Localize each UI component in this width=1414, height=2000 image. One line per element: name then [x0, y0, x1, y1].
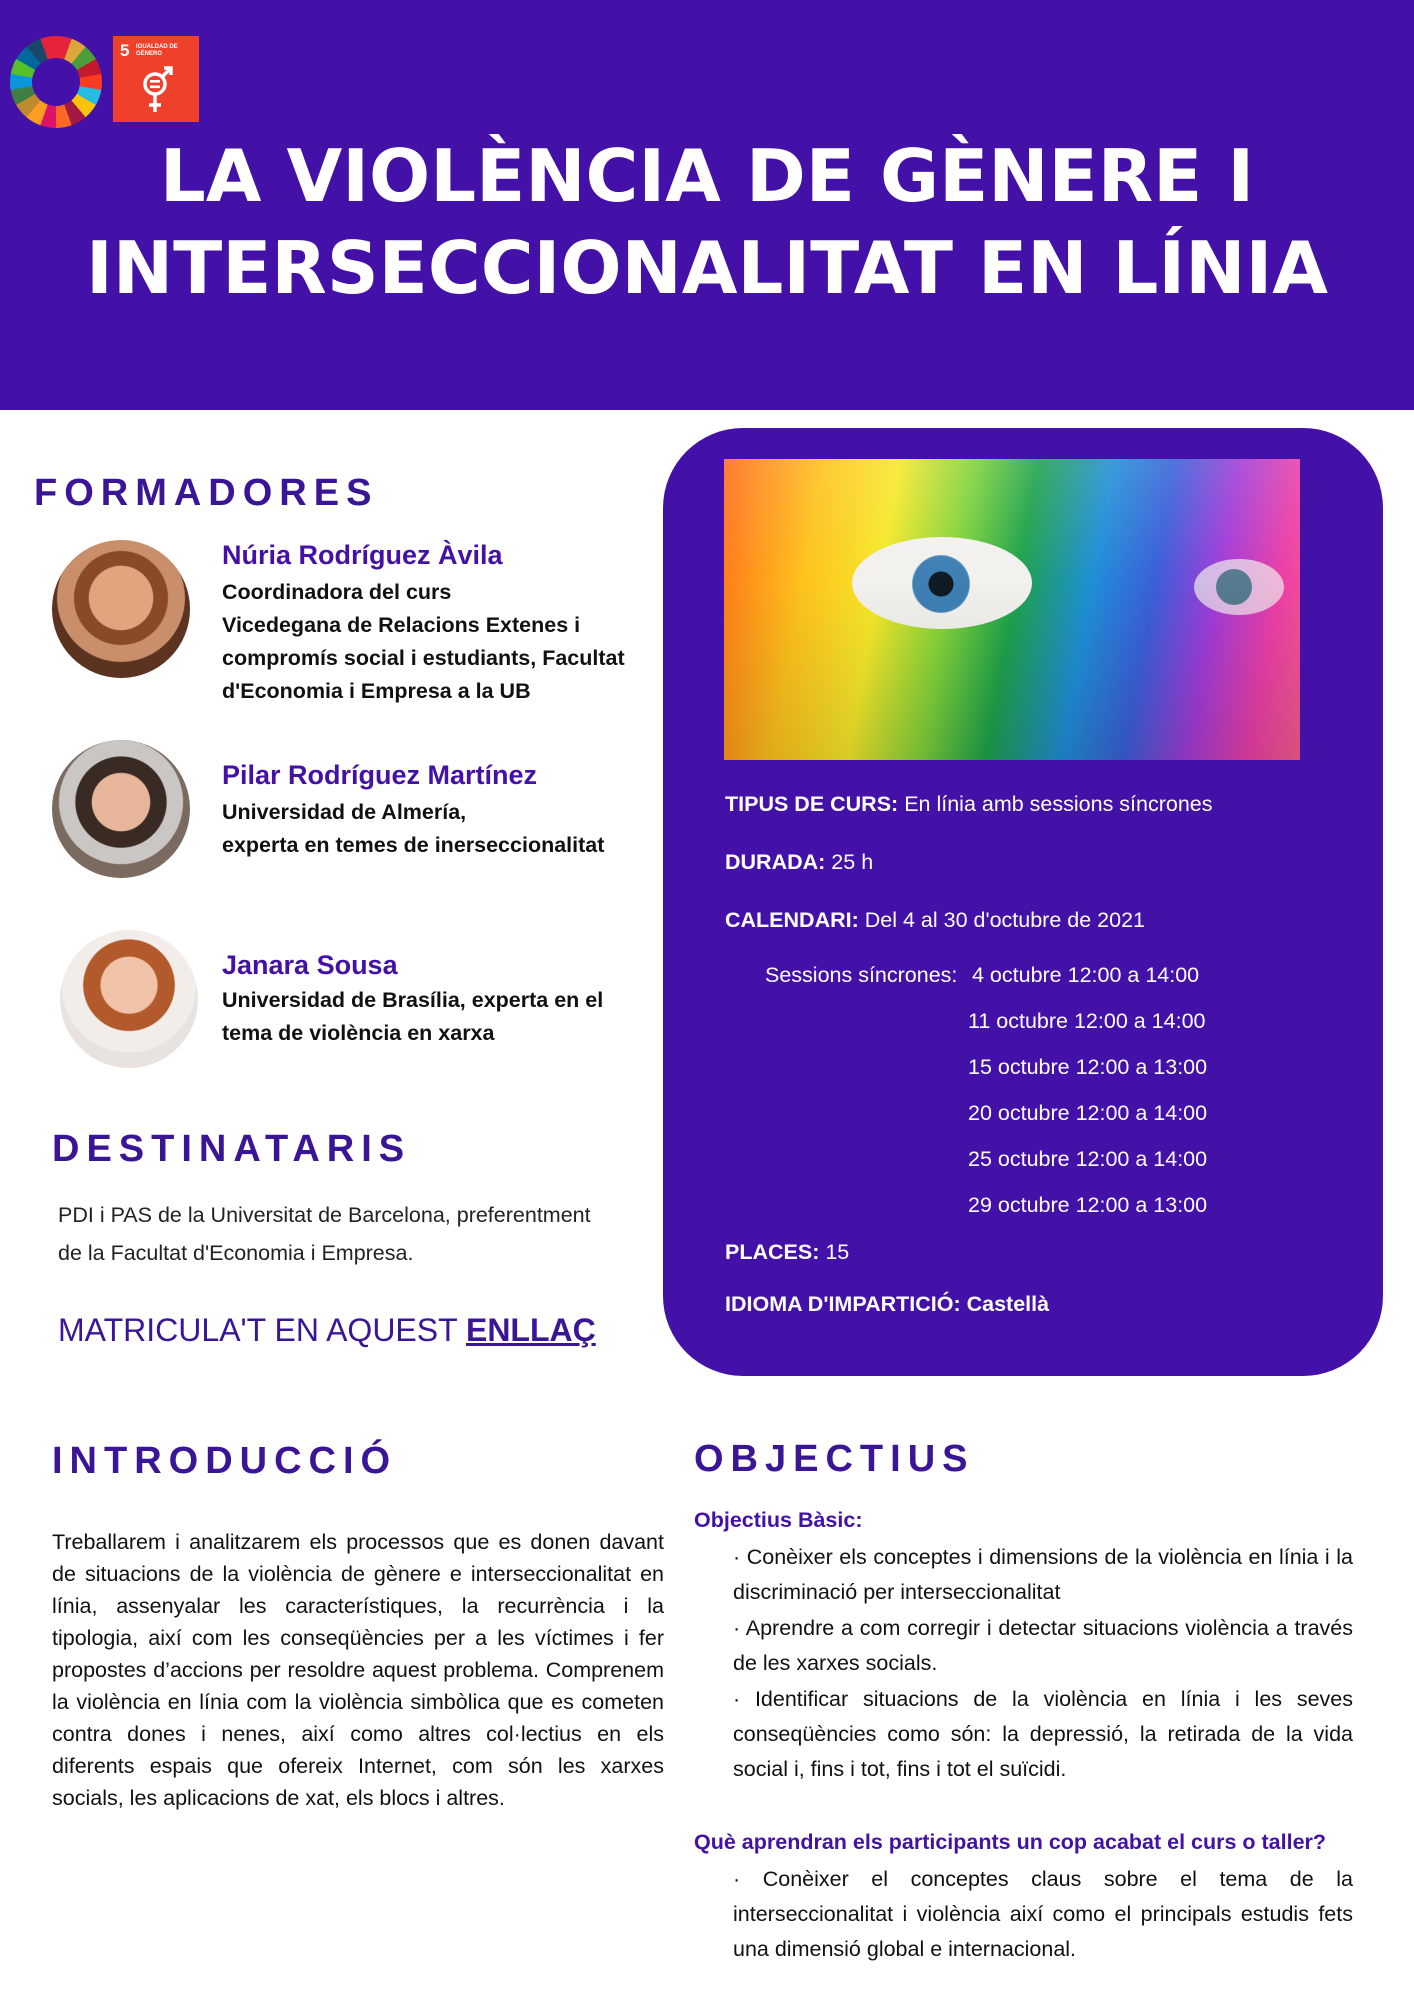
recipients-line: PDI i PAS de la Universitat de Barcelona, preferentment	[58, 1203, 591, 1227]
trainer-line: d'Economia i Empresa a la UB	[222, 679, 531, 703]
trainer-line: compromís social i estudiants, Facultat	[222, 646, 625, 670]
sdg5-label: IGUALDAD DE GÉNERO	[136, 44, 178, 57]
page-title	[0, 130, 1414, 314]
title-line-2: INTERSECCIONALITAT EN LÍNIA	[86, 226, 1328, 310]
course-type-value: En línia amb sessions síncrones	[898, 792, 1213, 816]
course-duration	[725, 850, 873, 875]
trainer-description	[222, 984, 603, 1050]
enroll-cta	[58, 1312, 596, 1349]
objective-item: · Conèixer els conceptes i dimensions de la violència en línia i la discriminació per interseccionalitat	[733, 1545, 1353, 1604]
avatar	[52, 540, 190, 678]
sessions-label: Sessions síncrones:	[765, 963, 958, 987]
gender-equality-icon	[139, 66, 175, 116]
rainbow-painted-face-photo	[724, 459, 1300, 760]
introduction-heading: INTRODUCCIÓ	[52, 1440, 398, 1482]
course-language	[725, 1292, 1049, 1317]
photo-overlay	[724, 459, 1300, 760]
language-value: Castellà	[960, 1292, 1050, 1316]
language-label: IDIOMA D'IMPARTICIÓ:	[725, 1292, 961, 1316]
session-item: 4 octubre 12:00 a 14:00	[972, 963, 1200, 987]
enroll-prefix: MATRICULA'T EN AQUEST	[58, 1312, 466, 1348]
session-item: 15 octubre 12:00 a 13:00	[968, 1055, 1208, 1079]
trainer-line: Universidad de Almería,	[222, 800, 467, 824]
duration-label: DURADA:	[725, 850, 826, 874]
trainer-line: Coordinadora del curs	[222, 580, 452, 604]
objective-item: · Identificar situacions de la violència en línia i les seves conseqüències como són: la depressió, la retirada de la vida social i, fins i tot, fins i tot el suïcidi.	[733, 1687, 1353, 1781]
recipients-heading: DESTINATARIS	[52, 1128, 412, 1170]
enroll-link[interactable]: ENLLAÇ	[465, 1312, 596, 1348]
recipients-text	[58, 1196, 591, 1272]
header-banner	[0, 0, 1414, 410]
duration-value: 25 h	[825, 850, 874, 874]
course-type	[725, 792, 1213, 817]
trainer-line: Universidad de Brasília, experta en el	[222, 988, 604, 1012]
calendar-label: CALENDARI:	[725, 908, 859, 932]
course-type-label: TIPUS DE CURS:	[725, 792, 899, 816]
learning-outcome-item: · Conèixer el conceptes claus sobre el tema de la interseccionalitat i violència així como el principals estudis fets una dimensió global e internacional.	[733, 1867, 1353, 1961]
avatar	[60, 930, 198, 1068]
sdg5-badge	[113, 36, 199, 122]
session-item: 11 octubre 12:00 a 14:00	[968, 1009, 1206, 1033]
basic-objectives-label: Objectius Bàsic:	[694, 1508, 863, 1532]
sdg-wheel-icon	[10, 36, 102, 128]
trainer-name: Janara Sousa	[222, 950, 398, 980]
session-item: 29 octubre 12:00 a 13:00	[968, 1193, 1208, 1217]
objective-item: · Aprendre a com corregir i detectar situacions violència a través de les xarxes socials.	[733, 1616, 1353, 1675]
introduction-text: Treballarem i analitzarem els processos que es donen davant de situacions de la violència de gènere e interseccionalitat en línia, assenyalar les característiques, la recurrència i la tipologia, així com les conseqüències per a les víctimes i fer propostes d’accions per resoldre aquest problema. Comprenem la violència en línia com la violència simbòlica que es cometen contra dones i nenes, així como altres col·lectius en els diferents espais que ofereix Internet, com són les xarxes socials, les aplicacions de xat, els blocs i altres.	[52, 1530, 664, 1810]
course-calendar	[725, 908, 1145, 933]
places-value: 15	[819, 1240, 850, 1264]
sdg5-number: 5	[120, 41, 130, 60]
recipients-line: de la Facultat d'Economia i Empresa.	[58, 1241, 414, 1265]
avatar	[52, 740, 190, 878]
objectives-heading: OBJECTIUS	[694, 1438, 975, 1480]
session-item: 25 octubre 12:00 a 14:00	[968, 1147, 1208, 1171]
session-item: 20 octubre 12:00 a 14:00	[968, 1101, 1208, 1125]
course-places	[725, 1240, 849, 1265]
trainer-name: Núria Rodríguez Àvila	[222, 540, 503, 570]
trainer-line: Vicedegana de Relacions Extenes i	[222, 613, 581, 637]
trainers-heading: FORMADORES	[34, 472, 379, 514]
places-label: PLACES:	[725, 1240, 820, 1264]
trainer-description	[222, 576, 625, 708]
trainer-description	[222, 796, 604, 862]
trainer-line: experta en temes de inerseccionalitat	[222, 833, 605, 857]
title-line-1: LA VIOLÈNCIA DE GÈNERE I	[159, 134, 1255, 218]
calendar-value: Del 4 al 30 d'octubre de 2021	[858, 908, 1145, 932]
learning-outcomes-label: Què aprendran els participants un cop acabat el curs o taller?	[694, 1830, 1327, 1854]
trainer-name: Pilar Rodríguez Martínez	[222, 760, 538, 790]
trainer-line: tema de violència en xarxa	[222, 1021, 495, 1045]
